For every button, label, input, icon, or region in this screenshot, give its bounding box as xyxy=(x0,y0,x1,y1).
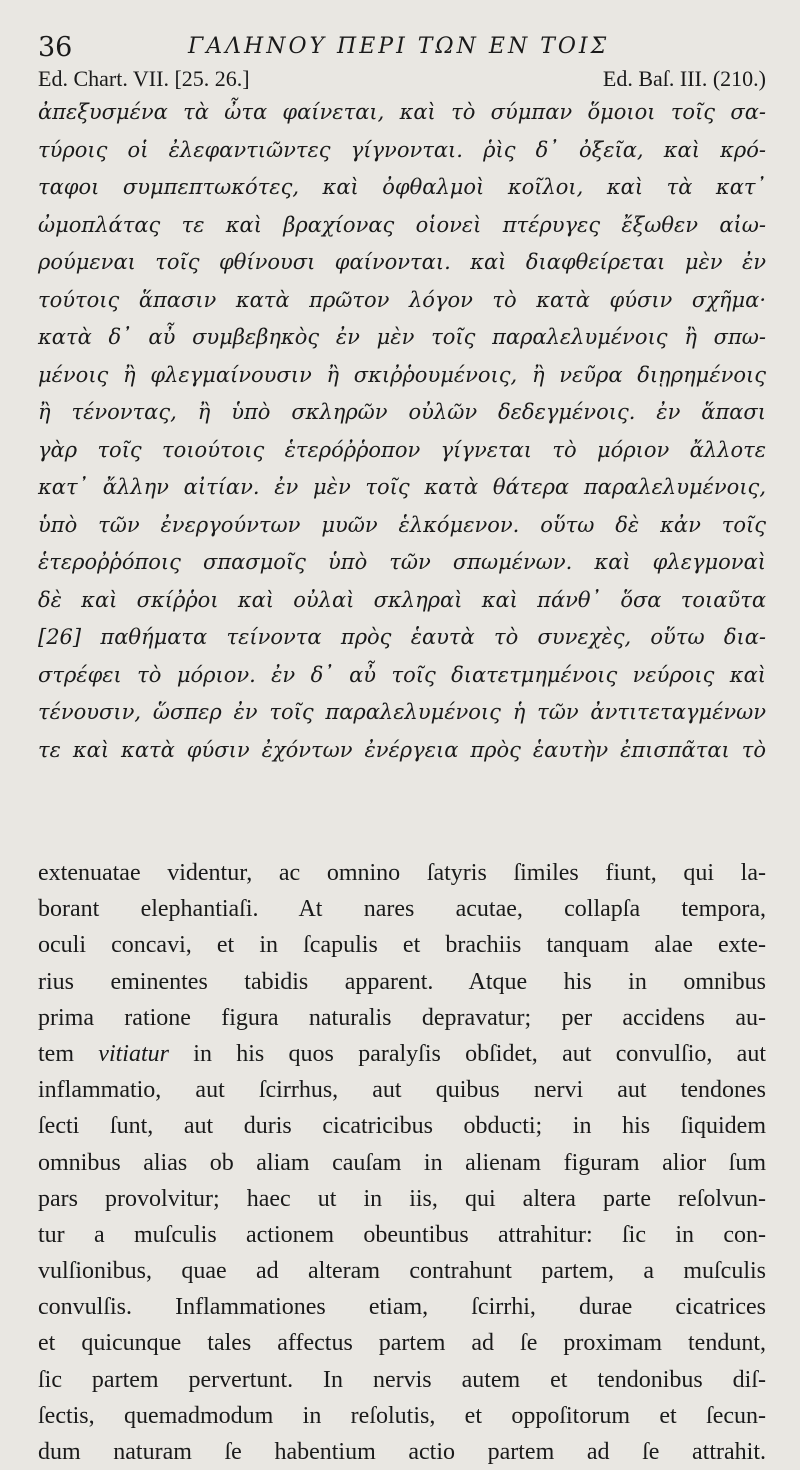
greek-line: ἢ τένοντας, ἢ ὑπὸ σκληρῶν οὐλῶν δεδεγμένοις. ἐν ἅπασι xyxy=(38,400,766,424)
greek-line: ἀπεξυσμένα τὰ ὦτα φαίνεται, καὶ τὸ σύμπαν ὅμοιοι τοῖς σα- xyxy=(38,100,766,124)
greek-line: ἑτεροῤῥόποις σπασμοῖς ὑπὸ τῶν σπωμένων. καὶ φλεγμοναὶ xyxy=(38,550,766,574)
greek-line: τούτοις ἅπασιν κατὰ πρῶτον λόγον τὸ κατὰ φύσιν σχῆμα· xyxy=(38,287,766,312)
greek-line: ὠμοπλάτας τε καὶ βραχίονας οἱονεὶ πτέρυγες ἔξωθεν αἰω- xyxy=(38,212,766,237)
latin-line: inflammatio, aut ſcirrhus, aut quibus nervi aut tendones xyxy=(38,1077,766,1104)
latin-line: extenuatae videntur, ac omnino ſatyris ſimiles fiunt, qui la- xyxy=(38,860,766,886)
latin-line xyxy=(38,1036,766,1072)
running-head xyxy=(38,30,766,66)
latin-line: rius eminentes tabidis apparent. Atque his in omnibus xyxy=(38,968,766,995)
greek-text xyxy=(38,94,766,769)
latin-line: convulſis. Inflammationes etiam, ſcirrhi, durae cicatrices xyxy=(38,1294,766,1321)
greek-line: τύροις οἱ ἐλεφαντιῶντες γίγνονται. ῥὶς δ᾽ ὀξεῖα, καὶ κρό- xyxy=(38,137,766,162)
latin-line: prima ratione figura naturalis depravatur; per accidens au- xyxy=(38,1004,766,1031)
italic-word: vitiatur xyxy=(98,1040,169,1067)
latin-line: omnibus alias ob aliam cauſam in alienam figuram alior ſum xyxy=(38,1149,766,1176)
greek-line: κατὰ δ᾽ αὖ συμβεβηκὸς ἐν μὲν τοῖς παραλελυμένοις ἢ σπω- xyxy=(38,325,766,349)
greek-line: μένοις ἢ φλεγμαίνουσιν ἢ σκιῤῥουμένοις, ἢ νεῦρα διῃρημένοις xyxy=(38,362,766,387)
latin-line: pars provolvitur; haec ut in iis, qui altera parte reſolvun- xyxy=(38,1185,766,1212)
greek-line: ρούμεναι τοῖς φθίνουσι φαίνονται. καὶ διαφθείρεται μὲν ἐν xyxy=(38,250,766,274)
latin-line: ſecti ſunt, aut duris cicatricibus obducti; in his ſiquidem xyxy=(38,1113,766,1140)
greek-line: γὰρ τοῖς τοιούτοις ἑτερόῤῥοπον γίγνεται τὸ μόριον ἄλλοτε xyxy=(38,437,766,462)
edition-basel: Ed. Baſ. III. (210.) xyxy=(602,66,766,91)
edition-reference-line xyxy=(38,66,766,94)
latin-line-end: in his quos paralyſis obſidet, aut convulſio, aut xyxy=(168,1040,766,1067)
greek-line: ταφοι συμπεπτωκότες, καὶ ὀφθαλμοὶ κοῖλοι, καὶ τὰ κατ᾽ xyxy=(38,175,766,199)
latin-line: tur a muſculis actionem obeuntibus attrahitur: ſic in con- xyxy=(38,1221,766,1248)
latin-line-start: tem xyxy=(38,1040,99,1067)
latin-line: ſectis, quemadmodum in reſolutis, et oppoſitorum et ſecun- xyxy=(38,1402,766,1429)
latin-line: vulſionibus, quae ad alteram contrahunt partem, a muſculis xyxy=(38,1258,766,1285)
column-gap xyxy=(38,769,766,855)
latin-line: et quicunque tales affectus partem ad ſe proximam tendunt, xyxy=(38,1330,766,1357)
edition-chartier: Ed. Chart. VII. [25. 26.] xyxy=(38,66,250,91)
greek-line: κατ᾽ ἄλλην αἰτίαν. ἐν μὲν τοῖς κατὰ θάτερα παραλελυμένοις, xyxy=(38,475,766,499)
latin-text xyxy=(38,855,766,1470)
greek-line: τε καὶ κατὰ φύσιν ἐχόντων ἐνέργεια πρὸς ἑαυτὴν ἐπισπᾶται τὸ xyxy=(38,737,766,762)
page-number: 36 xyxy=(38,32,73,63)
latin-line: ſic partem pervertunt. In nervis autem et tendonibus diſ- xyxy=(38,1366,766,1393)
greek-line: ὑπὸ τῶν ἐνεργούντων μυῶν ἑλκόμενον. οὕτω δὲ κἀν τοῖς xyxy=(38,512,766,537)
latin-line: dum naturam ſe habentium actio partem ad ſe attrahit. xyxy=(38,1439,766,1465)
greek-line: [26] παθήματα τείνοντα πρὸς ἑαυτὰ τὸ συνεχὲς, οὕτω δια- xyxy=(38,625,766,649)
greek-line: δὲ καὶ σκίῤῥοι καὶ οὐλαὶ σκληραὶ καὶ πάνθ᾽ ὅσα τοιαῦτα xyxy=(38,587,766,612)
latin-line: borant elephantiaſi. At nares acutae, collapſa tempora, xyxy=(38,896,766,923)
greek-line: στρέφει τὸ μόριον. ἐν δ᾽ αὖ τοῖς διατετμημένοις νεύροις καὶ xyxy=(38,662,766,687)
running-title: ΓΑΛΗΝΟΥ ΠΕΡΙ ΤΩΝ ΕΝ ΤΟΙΣ xyxy=(188,34,610,59)
latin-line: oculi concavi, et in ſcapulis et brachiis tanquam alae exte- xyxy=(38,932,766,959)
greek-line: τένουσιν, ὥσπερ ἐν τοῖς παραλελυμένοις ἡ τῶν ἀντιτεταγμένων xyxy=(38,700,766,724)
